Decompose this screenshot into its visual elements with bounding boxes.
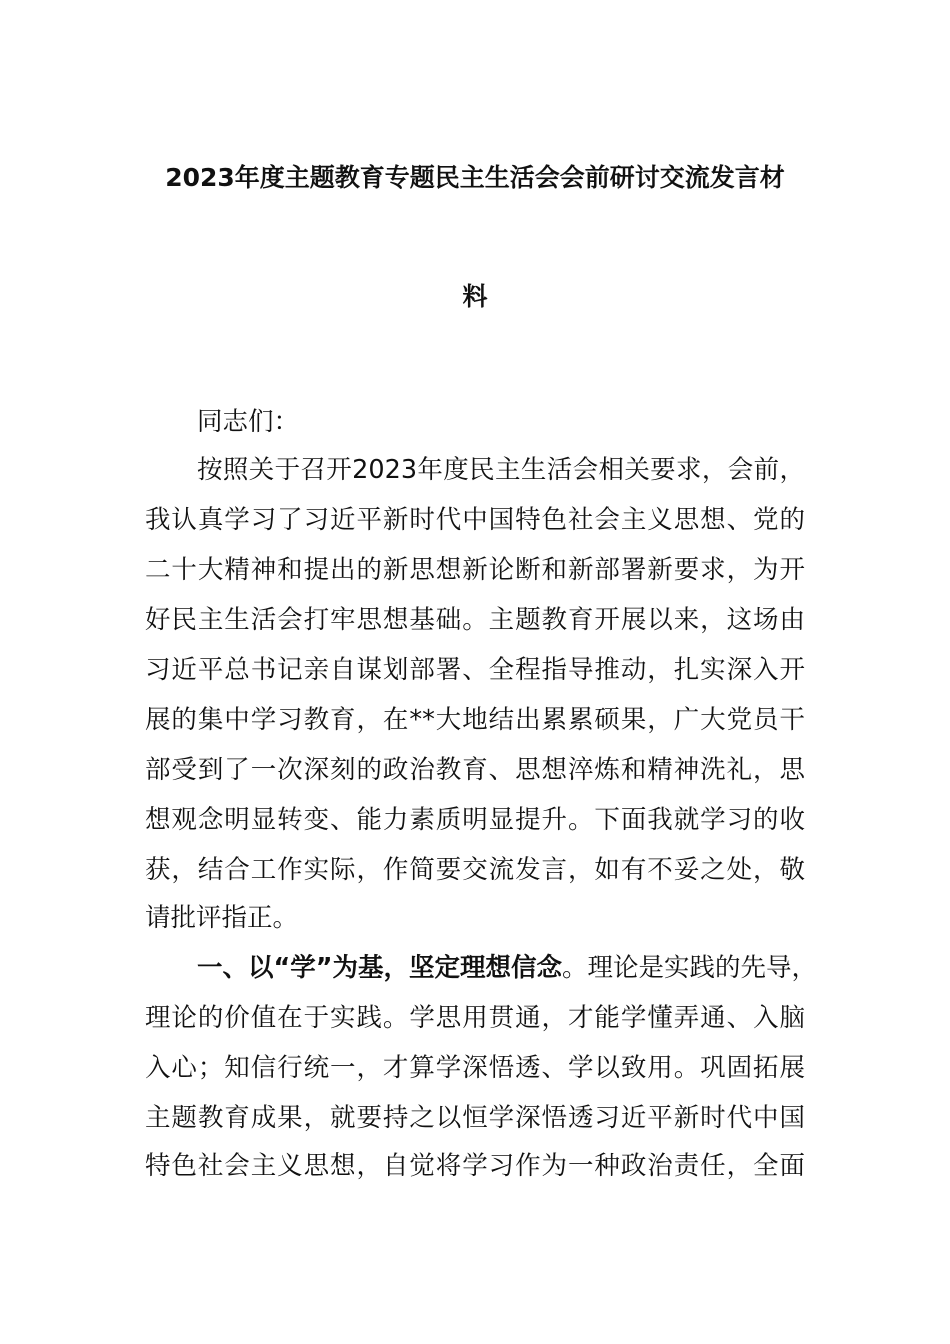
paragraph-line: 请批评指正。: [145, 903, 299, 933]
paragraph-line: 部受到了一次深刻的政治教育、思想淬炼和精神洗礼，思: [145, 755, 805, 785]
paragraph-text: 。理论是实践的先导，: [562, 953, 818, 983]
paragraph-line: 主题教育成果，就要持之以恒学深悟透习近平新时代中国: [145, 1103, 805, 1133]
paragraph-line: 入心；知信行统一，才算学深悟透、学以致用。巩固拓展: [145, 1053, 805, 1083]
paragraph-line: 我认真学习了习近平新时代中国特色社会主义思想、党的: [145, 505, 805, 535]
salutation: 同志们：: [197, 407, 300, 437]
paragraph-line: 特色社会主义思想，自觉将学习作为一种政治责任，全面: [145, 1151, 805, 1181]
paragraph-line: [197, 951, 818, 985]
paragraph-line: 二十大精神和提出的新思想新论断和新部署新要求，为开: [145, 555, 805, 585]
document-title-line-2: 料: [462, 282, 488, 311]
paragraph-line: 理论的价值在于实践。学思用贯通，才能学懂弄通、入脑: [145, 1003, 805, 1033]
paragraph-line: 展的集中学习教育，在**大地结出累累硕果，广大党员干: [145, 705, 805, 735]
paragraph-line: 获，结合工作实际，作简要交流发言，如有不妥之处，敬: [145, 855, 805, 885]
paragraph-line: 习近平总书记亲自谋划部署、全程指导推动，扎实深入开: [145, 655, 805, 685]
paragraph-line: 好民主生活会打牢思想基础。主题教育开展以来，这场由: [145, 605, 805, 635]
document-title-line-1: 2023年度主题教育专题民主生活会会前研讨交流发言材: [165, 163, 785, 192]
paragraph-line: 按照关于召开2023年度民主生活会相关要求，会前，: [197, 455, 805, 485]
section-heading: 一、以“学”为基，坚定理想信念: [197, 953, 563, 983]
paragraph-line: 想观念明显转变、能力素质明显提升。下面我就学习的收: [145, 805, 805, 835]
